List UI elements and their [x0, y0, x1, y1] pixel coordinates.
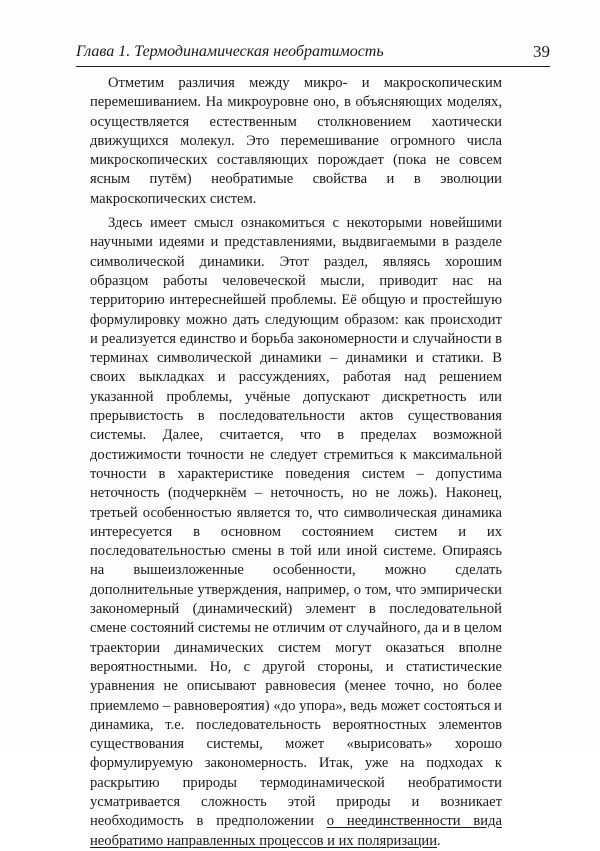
- underlined-phrase: о неединственности вида необратимо направленных процессов и их поляризации: [90, 813, 502, 849]
- page-header: [76, 42, 550, 64]
- header-rule: [76, 66, 550, 67]
- paragraph-2-text: Здесь имеет смысл ознакомиться с некоторыми новейшими научными идеями и представлениями, выдвигаемыми в разделе символической динамики. Этот раздел, являясь хорошим образцом работы человеческой мысли, приводит нас на территорию интереснейшей проблемы. Её общую и простейшую формулировку можно дать следующим образом: как происходит и реализуется единство и борьба закономерности и случайности в терминах символической динамики – динамики и статики. В своих выкладках и рассуждениях, работая над решением указанной проблемы, учёные допускают дискретность или прерывистость в последовательности актов существования системы. Далее, считается, что в пределах возможной достижимости точности не следует стремиться к максимальной точности в характеристике поведения систем – допустима неточность (подчеркнём – неточность, но не ложь). Наконец, третьей особенностью является то, что символическая динамика интересуется в основном состоянием систем и их последовательностью смены в той или иной системе. Опираясь на вышеизложенные особенности, можно сделать дополнительные утверждения, например, о том, что эмпирически закономерный (динамический) элемент в последовательной смене состояний системы не отличим от случайного, да и в целом траектории динамических систем могут оказаться вполне вероятностными. Но, с другой стороны, и статистические уравнения не описывают равновесия (менее точно, но более приемлемо – равновероятия) «до упора», ведь может состояться и динамика, т.е. последовательность вероятностных элементов существования системы, может «вырисовать» хорошо формулируемую закономерность. Итак, уже на подходах к раскрытию природы термодинамической необратимости усматривается сложность этой природы и возникает необходимость в предположении: [90, 215, 502, 830]
- page-number: 39: [533, 42, 550, 61]
- running-title: Глава 1. Термодинамическая необратимость: [76, 43, 384, 60]
- paragraph-1: Отметим различия между микро- и макроскопическим перемешиванием. На микроуровне оно, в объясняющих моделях, осуществляется естественным столкновением хаотически движущихся молекул. Это перемешивание огромного числа микроскопических составляющих порождает (пока не совсем ясным путём) необратимые свойства и в эволюции макроскопических систем.: [90, 75, 502, 207]
- body-text: [90, 74, 502, 851]
- paragraph-2: [90, 214, 502, 851]
- paragraph-2-end: .: [437, 832, 441, 849]
